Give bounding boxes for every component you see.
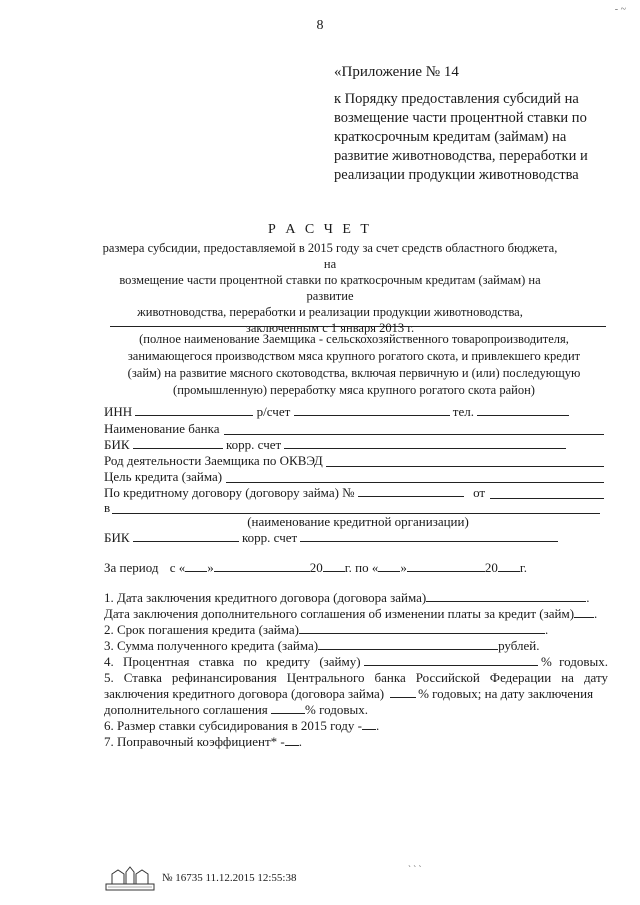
bank-name-field[interactable] bbox=[224, 434, 604, 435]
item-1-field[interactable] bbox=[426, 590, 586, 602]
item-7-label: 7. Поправочный коэффициент* - bbox=[104, 734, 285, 749]
item-4 bbox=[104, 654, 608, 670]
bik2-row bbox=[104, 530, 558, 546]
item-5-line-2 bbox=[104, 686, 608, 702]
subtitle-line: животноводства, переработки и реализации продукции животноводства, bbox=[137, 305, 523, 319]
corner-mark: - ~ bbox=[614, 4, 626, 15]
item-1-label: 1. Дата заключения кредитного договора (договора займа) bbox=[104, 590, 427, 605]
period-from-day[interactable] bbox=[185, 560, 207, 572]
item-7-field[interactable] bbox=[285, 734, 299, 746]
quote-close: » bbox=[207, 560, 214, 575]
in-label: в bbox=[104, 500, 111, 515]
subtitle-line: заключенным с 1 января 2013 г. bbox=[245, 321, 415, 335]
item-1b-label: Дата заключения дополнительного соглашения об изменении платы за кредит (займ) bbox=[104, 606, 575, 621]
year-prefix: 20 bbox=[309, 560, 323, 575]
item-5-refi-rate-field[interactable] bbox=[390, 686, 416, 698]
item-5-line-3 bbox=[104, 702, 608, 718]
item-6-label: 6. Размер ставки субсидирования в 2015 году - bbox=[104, 718, 362, 733]
okved-field[interactable] bbox=[326, 466, 604, 467]
account-field[interactable] bbox=[294, 404, 450, 416]
item-5-refi-rate-2-field[interactable] bbox=[271, 702, 305, 714]
contract-date-field[interactable] bbox=[490, 498, 604, 499]
year-prefix: 20 bbox=[484, 560, 498, 575]
inn-row bbox=[104, 404, 569, 420]
bik-row bbox=[104, 437, 566, 453]
emblem-logo-icon bbox=[104, 864, 156, 892]
annex-subtitle-line: к Порядку предоставления субсидий на bbox=[334, 91, 579, 107]
item-4-field[interactable] bbox=[364, 654, 538, 666]
borrower-note-line: (промышленную) переработку мяса крупного рогатого скота район) bbox=[173, 383, 535, 397]
phone-label: тел. bbox=[452, 404, 474, 419]
item-5-label-c: дополнительного соглашения bbox=[104, 702, 268, 717]
corr-account-label: корр. счет bbox=[226, 437, 282, 452]
annex-title: «Приложение № 14 bbox=[334, 64, 459, 80]
bik-label: БИК bbox=[104, 437, 130, 452]
footer bbox=[104, 864, 296, 892]
item-6 bbox=[104, 718, 608, 734]
okved-label: Род деятельности Заемщика по ОКВЭД bbox=[104, 453, 323, 468]
year-suffix: г. bbox=[519, 560, 527, 575]
contract-row bbox=[104, 485, 485, 501]
okved-row bbox=[104, 453, 323, 469]
item-3 bbox=[104, 638, 608, 654]
period-from-month[interactable] bbox=[214, 560, 310, 572]
item-3-label: 3. Сумма полученного кредита (займа) bbox=[104, 638, 319, 653]
item-6-field[interactable] bbox=[362, 718, 376, 730]
account-label: р/счет bbox=[256, 404, 291, 419]
doc-registration-id: № 16735 11.12.2015 12:55:38 bbox=[162, 872, 297, 884]
period-to-year[interactable] bbox=[498, 560, 520, 572]
item-7 bbox=[104, 734, 608, 750]
bik2-label: БИК bbox=[104, 530, 130, 545]
annex-subtitle-line: краткосрочным кредитам (займам) на bbox=[334, 129, 567, 145]
bank-name-label: Наименование банка bbox=[104, 421, 220, 436]
credit-org-note: (наименование кредитной организации) bbox=[247, 514, 469, 529]
annex-subtitle bbox=[334, 90, 609, 185]
borrower-note-line: (полное наименование Заемщика - сельскохозяйственного товаропроизводителя, bbox=[139, 332, 569, 346]
period-row bbox=[104, 560, 527, 576]
corr-account-field[interactable] bbox=[284, 437, 566, 449]
annex-subtitle-line: возмещение части процентной ставки по bbox=[334, 110, 587, 126]
document-subtitle bbox=[100, 240, 560, 336]
purpose-row bbox=[104, 469, 222, 485]
period-label: За период bbox=[104, 560, 159, 575]
item-1-end: . bbox=[586, 590, 590, 605]
contract-label: По кредитному договору (договору займа) № bbox=[104, 485, 355, 500]
borrower-note-line: занимающегося производством мяса крупного рогатого скота, и привлекшего кредит bbox=[127, 349, 581, 363]
inn-field[interactable] bbox=[135, 404, 253, 416]
item-6-end: . bbox=[375, 718, 380, 733]
borrower-note bbox=[102, 331, 606, 399]
item-4-label: 4. Процентная ставка по кредиту (займу) bbox=[104, 654, 361, 669]
item-5-label-d: % годовых. bbox=[305, 702, 368, 717]
item-1 bbox=[104, 590, 608, 606]
bik-field[interactable] bbox=[133, 437, 223, 449]
corr-account2-label: корр. счет bbox=[242, 530, 298, 545]
year-suffix: г. bbox=[344, 560, 352, 575]
purpose-label: Цель кредита (займа) bbox=[104, 469, 223, 484]
item-3-end: рублей. bbox=[498, 638, 540, 653]
contract-number-field[interactable] bbox=[358, 485, 464, 497]
subtitle-line: возмещение части процентной ставки по краткосрочным кредитам (займам) на развитие bbox=[119, 273, 541, 303]
scan-marks: ` ` ` bbox=[408, 864, 422, 874]
item-4-end: % годовых. bbox=[541, 654, 608, 669]
item-2-field[interactable] bbox=[299, 622, 545, 634]
period-to-day[interactable] bbox=[378, 560, 400, 572]
borrower-name-line[interactable] bbox=[110, 326, 606, 327]
item-1b bbox=[104, 606, 608, 622]
item-5-line-1 bbox=[104, 670, 608, 686]
bik2-field[interactable] bbox=[133, 530, 239, 542]
period-from-prefix: с « bbox=[169, 560, 186, 575]
period-to-month[interactable] bbox=[407, 560, 485, 572]
quote-close: » bbox=[400, 560, 407, 575]
item-1b-field[interactable] bbox=[574, 606, 594, 618]
inn-label: ИНН bbox=[104, 404, 133, 419]
annex-subtitle-line: реализации продукции животноводства bbox=[334, 167, 579, 183]
item-7-end: . bbox=[298, 734, 302, 749]
item-2-label: 2. Срок погашения кредита (займа) bbox=[104, 622, 299, 637]
annex-subtitle-line: развитие животноводства, переработки и bbox=[334, 148, 588, 164]
page-number: 8 bbox=[316, 18, 324, 33]
from-label: от bbox=[473, 485, 486, 500]
bank-row bbox=[104, 421, 219, 437]
item-2-end: . bbox=[545, 622, 549, 637]
item-5-label-b: % годовых; на дату заключения bbox=[418, 686, 594, 701]
item-1b-end: . bbox=[594, 606, 598, 621]
item-5-label-a: заключения кредитного договора (договора займа) bbox=[104, 686, 385, 701]
period-to-prefix: по « bbox=[355, 560, 379, 575]
item-3-field[interactable] bbox=[318, 638, 498, 650]
phone-field[interactable] bbox=[477, 404, 569, 416]
item-2 bbox=[104, 622, 608, 638]
corr-account2-field[interactable] bbox=[300, 530, 558, 542]
purpose-field[interactable] bbox=[226, 482, 604, 483]
period-from-year[interactable] bbox=[323, 560, 345, 572]
subtitle-line: размера субсидии, предоставляемой в 2015 году за счет средств областного бюджета, на bbox=[102, 241, 558, 271]
item-5-text: 5. Ставка рефинансирования Центрального банка Российской Федерации на дату bbox=[104, 670, 608, 685]
borrower-note-line: (займ) на развитие мясного скотоводства, включая первичную и (или) последующую bbox=[127, 366, 581, 380]
document-title: Р А С Ч Е Т bbox=[268, 222, 372, 237]
